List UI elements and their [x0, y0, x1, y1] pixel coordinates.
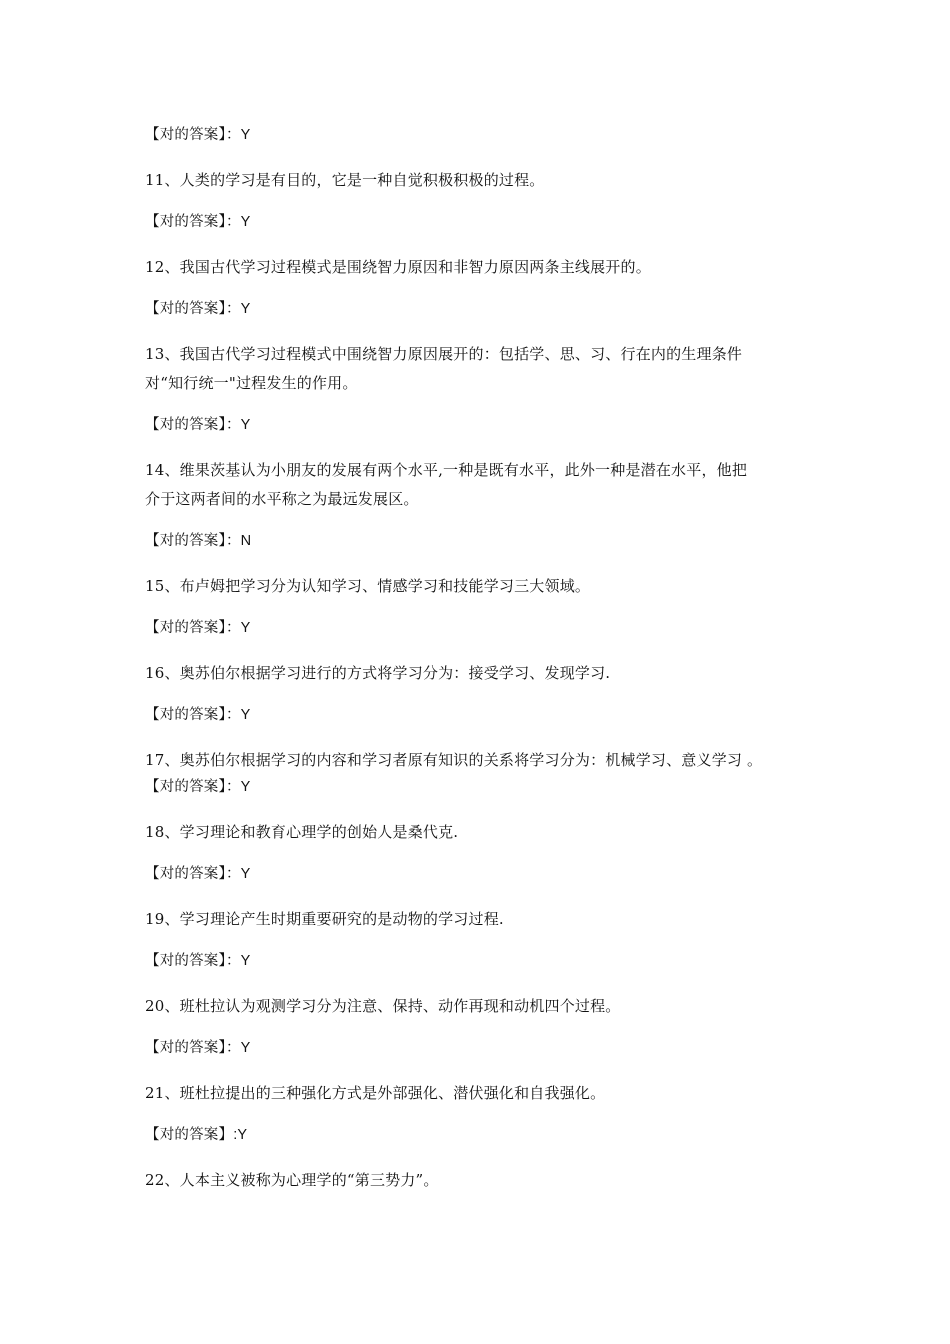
- question-13: 13、我国古代学习过程模式中围绕智力原因展开的：包括学、思、习、行在内的生理条件: [145, 345, 743, 363]
- answer-line: 【对的答案】：Y: [145, 707, 251, 723]
- answer-line: 【对的答案】：Y: [145, 127, 251, 143]
- answer-line: 【对的答案】：Y: [145, 1040, 251, 1056]
- question-18: 18、学习理论和教育心理学的创始人是桑代克.: [145, 823, 459, 841]
- answer-line: 【对的答案】：Y: [145, 953, 251, 969]
- answer-line: 【对的答案】：N: [145, 533, 252, 549]
- question-15: 15、布卢姆把学习分为认知学习、情感学习和技能学习三大领域。: [145, 577, 591, 595]
- answer-line: 【对的答案】：Y: [145, 417, 251, 433]
- answer-line: 【对的答案】：Y: [145, 301, 251, 317]
- answer-line: 【对的答案】：Y: [145, 866, 251, 882]
- question-16: 16、奥苏伯尔根据学习进行的方式将学习分为：接受学习、发现学习.: [145, 664, 611, 682]
- question-13-continued: 对“知行统一"过程发生的作用。: [145, 374, 358, 392]
- answer-line: 【对的答案】：Y: [145, 214, 251, 230]
- question-19: 19、学习理论产生时期重要研究的是动物的学习过程.: [145, 910, 504, 928]
- question-11: 11、人类的学习是有目的，它是一种自觉积极积极的过程。: [145, 171, 545, 189]
- question-17: 17、奥苏伯尔根据学习的内容和学习者原有知识的关系将学习分为：机械学习、意义学习 。: [145, 751, 763, 769]
- question-14: 14、维果茨基认为小朋友的发展有两个水平,一种是既有水平，此外一种是潜在水平，他把: [145, 461, 748, 479]
- answer-line: 【对的答案】：Y: [145, 779, 251, 795]
- question-14-continued: 介于这两者间的水平称之为最远发展区。: [145, 490, 419, 508]
- answer-line: 【对的答案】：Y: [145, 620, 251, 636]
- question-22: 22、人本主义被称为心理学的“第三势力”。: [145, 1171, 439, 1189]
- question-20: 20、班杜拉认为观测学习分为注意、保持、动作再现和动机四个过程。: [145, 997, 621, 1015]
- answer-line: 【对的答案】:Y: [145, 1127, 248, 1143]
- question-21: 21、班杜拉提出的三种强化方式是外部强化、潜伏强化和自我强化。: [145, 1084, 606, 1102]
- question-12: 12、我国古代学习过程模式是围绕智力原因和非智力原因两条主线展开的。: [145, 258, 651, 276]
